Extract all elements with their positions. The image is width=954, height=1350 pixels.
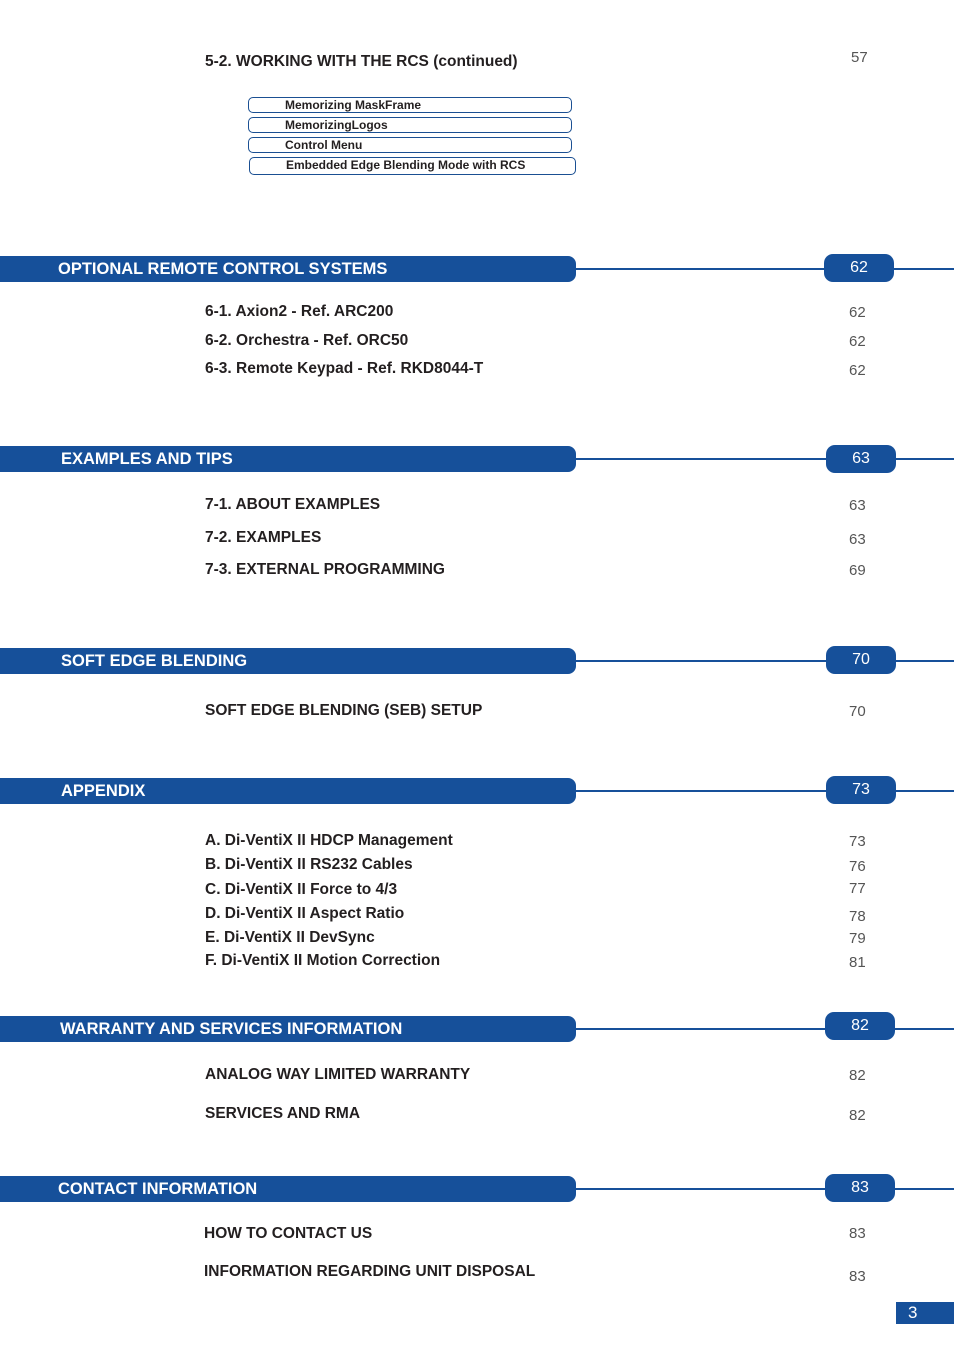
subitem-label: Memorizing MaskFrame	[285, 98, 422, 112]
toc-entry[interactable]: E. Di-VentiX II DevSync	[205, 929, 375, 946]
toc-page: 81	[849, 954, 866, 971]
section-title: CONTACT INFORMATION	[58, 1180, 258, 1198]
toc-entry[interactable]: HOW TO CONTACT US	[204, 1225, 373, 1242]
section-banner-examples[interactable]	[0, 446, 576, 472]
toc-page: 63	[849, 497, 866, 514]
subitem-label: MemorizingLogos	[285, 118, 388, 132]
subitem-memorizing-logos[interactable]	[248, 117, 572, 133]
section-title: SOFT EDGE BLENDING	[61, 652, 248, 670]
toc-page: 78	[849, 908, 866, 925]
toc-entry[interactable]: B. Di-VentiX II RS232 Cables	[205, 856, 413, 873]
section-page-pill[interactable]: 73	[826, 776, 896, 804]
subitem-embedded-edge-blending[interactable]	[249, 157, 576, 175]
continued-page: 57	[851, 49, 868, 66]
toc-page: 79	[849, 930, 866, 947]
section-rule	[576, 1028, 954, 1030]
subitem-label: Control Menu	[285, 138, 363, 152]
toc-entry[interactable]: INFORMATION REGARDING UNIT DISPOSAL	[204, 1263, 536, 1280]
toc-page: 69	[849, 562, 866, 579]
toc-page: 77	[849, 880, 866, 897]
subitem-label: Embedded Edge Blending Mode with RCS	[286, 158, 526, 172]
section-page-pill[interactable]: 63	[826, 445, 896, 473]
section-title: EXAMPLES AND TIPS	[61, 450, 233, 468]
section-rule	[576, 790, 954, 792]
toc-entry[interactable]: SERVICES AND RMA	[205, 1105, 361, 1122]
page-number: 3	[896, 1302, 954, 1324]
section-banner-soft-edge[interactable]	[0, 648, 576, 674]
toc-entry[interactable]: 7-1. ABOUT EXAMPLES	[205, 496, 381, 513]
toc-entry[interactable]: ANALOG WAY LIMITED WARRANTY	[205, 1066, 471, 1083]
toc-entry[interactable]: 6-1. Axion2 - Ref. ARC200	[205, 303, 394, 320]
toc-entry[interactable]: SOFT EDGE BLENDING (SEB) SETUP	[205, 702, 483, 719]
toc-page: 62	[849, 333, 866, 350]
toc-entry[interactable]: 7-2. EXAMPLES	[205, 529, 322, 546]
toc-entry[interactable]: C. Di-VentiX II Force to 4/3	[205, 881, 398, 898]
section-banner-warranty[interactable]	[0, 1016, 576, 1042]
toc-page: 83	[849, 1268, 866, 1285]
section-banner-appendix[interactable]	[0, 778, 576, 804]
section-title: APPENDIX	[61, 782, 146, 800]
toc-entry[interactable]: A. Di-VentiX II HDCP Management	[205, 832, 453, 849]
continued-heading: 5-2. WORKING WITH THE RCS (continued)	[205, 53, 518, 70]
toc-entry[interactable]: F. Di-VentiX II Motion Correction	[205, 952, 441, 969]
section-page-pill[interactable]: 82	[825, 1012, 895, 1040]
section-page-pill[interactable]: 83	[825, 1174, 895, 1202]
subitem-memorizing-maskframe[interactable]	[248, 97, 572, 113]
toc-entry[interactable]: 6-2. Orchestra - Ref. ORC50	[205, 332, 409, 349]
section-rule	[576, 1188, 954, 1190]
section-page-pill[interactable]: 70	[826, 646, 896, 674]
toc-page: 62	[849, 362, 866, 379]
toc-page: 62	[849, 304, 866, 321]
section-banner-contact[interactable]	[0, 1176, 576, 1202]
toc-page: 63	[849, 531, 866, 548]
section-rule	[576, 458, 954, 460]
section-title: OPTIONAL REMOTE CONTROL SYSTEMS	[58, 260, 388, 278]
subitem-control-menu[interactable]	[248, 137, 572, 153]
toc-page: 73	[849, 833, 866, 850]
section-rule	[576, 660, 954, 662]
toc-page: 70	[849, 703, 866, 720]
toc-entry[interactable]: 6-3. Remote Keypad - Ref. RKD8044-T	[205, 360, 484, 377]
toc-page: 83	[849, 1225, 866, 1242]
toc-page: 76	[849, 858, 866, 875]
toc-entry[interactable]: D. Di-VentiX II Aspect Ratio	[205, 905, 405, 922]
section-title: WARRANTY AND SERVICES INFORMATION	[60, 1020, 403, 1038]
toc-entry[interactable]: 7-3. EXTERNAL PROGRAMMING	[205, 561, 445, 578]
section-banner-remote-control[interactable]	[0, 256, 576, 282]
toc-page: 82	[849, 1107, 866, 1124]
section-rule	[576, 268, 954, 270]
section-page-pill[interactable]: 62	[824, 254, 894, 282]
toc-page: 82	[849, 1067, 866, 1084]
